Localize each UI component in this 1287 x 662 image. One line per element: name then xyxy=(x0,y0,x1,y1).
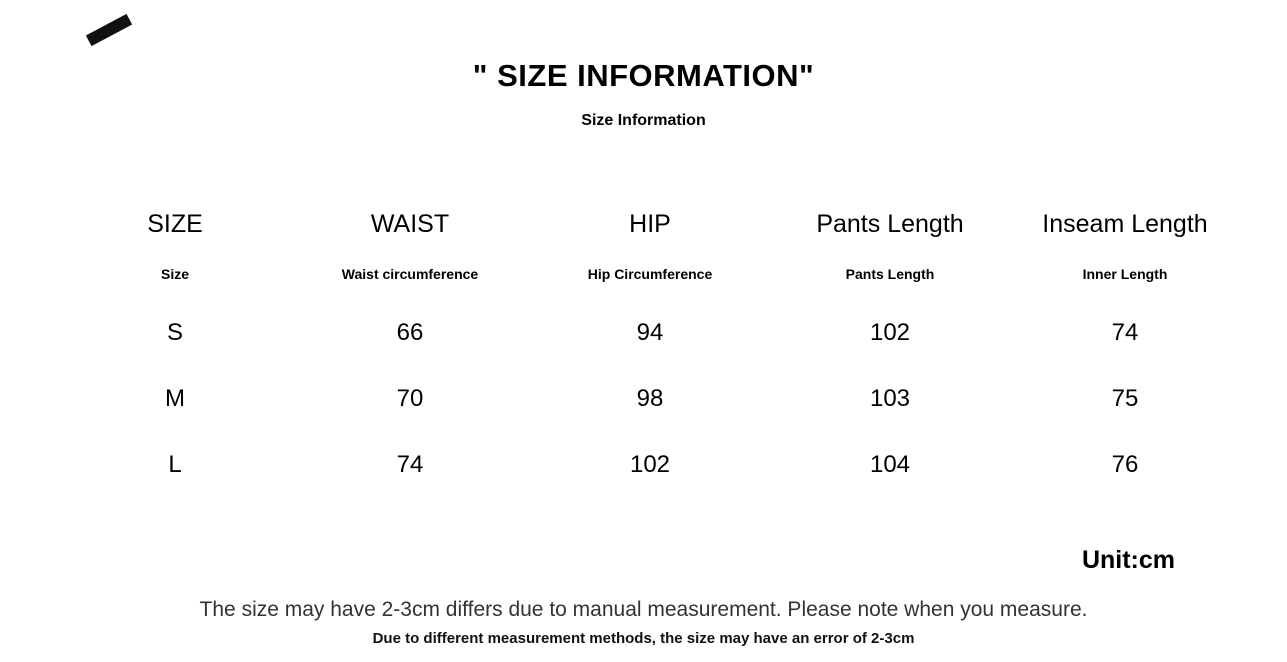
table-row xyxy=(60,432,1240,498)
column-header-inseam-length: Inseam Length xyxy=(1042,209,1208,238)
cell-inseam-length: 75 xyxy=(1111,385,1139,412)
table-row xyxy=(60,300,1240,366)
column-header-waist: WAIST xyxy=(370,209,450,238)
table-header-sub-row xyxy=(60,248,1240,300)
cell-inseam-length: 76 xyxy=(1111,451,1139,478)
cell-hip: 102 xyxy=(629,451,671,478)
cell-size: S xyxy=(166,319,183,346)
column-header-size: SIZE xyxy=(147,209,203,238)
subheader-hip-circumference: Hip Circumference xyxy=(587,266,713,282)
cell-size: M xyxy=(165,385,185,412)
cell-waist: 66 xyxy=(396,319,424,346)
cell-waist: 70 xyxy=(396,385,424,412)
page-subtitle: Size Information xyxy=(581,112,706,129)
subheader-inner-length: Inner Length xyxy=(1082,266,1168,282)
cell-inseam-length: 74 xyxy=(1111,319,1139,346)
measurement-note: The size may have 2-3cm differs due to manual measurement. Please note when you measure. xyxy=(199,598,1088,621)
cell-hip: 98 xyxy=(636,385,664,412)
subheader-size: Size xyxy=(160,266,189,282)
subheader-pants-length: Pants Length xyxy=(845,266,935,282)
cell-pants-length: 102 xyxy=(869,319,911,346)
cell-hip: 94 xyxy=(636,319,664,346)
page-title: " SIZE INFORMATION" xyxy=(472,58,815,93)
corner-slash-bar xyxy=(86,14,132,46)
measurement-note-secondary: Due to different measurement methods, the size may have an error of 2-3cm xyxy=(372,630,915,647)
unit-label: Unit:cm xyxy=(1081,546,1175,574)
subheader-waist-circumference: Waist circumference xyxy=(341,266,479,282)
table-row xyxy=(60,366,1240,432)
cell-pants-length: 103 xyxy=(869,385,911,412)
column-header-hip: HIP xyxy=(629,209,671,238)
cell-pants-length: 104 xyxy=(869,451,911,478)
corner-slash-icon xyxy=(86,12,134,46)
cell-waist: 74 xyxy=(396,451,424,478)
cell-size: L xyxy=(168,451,182,478)
table-header-main-row xyxy=(60,200,1240,248)
column-header-pants-length: Pants Length xyxy=(816,209,964,238)
size-information-table xyxy=(60,200,1240,498)
